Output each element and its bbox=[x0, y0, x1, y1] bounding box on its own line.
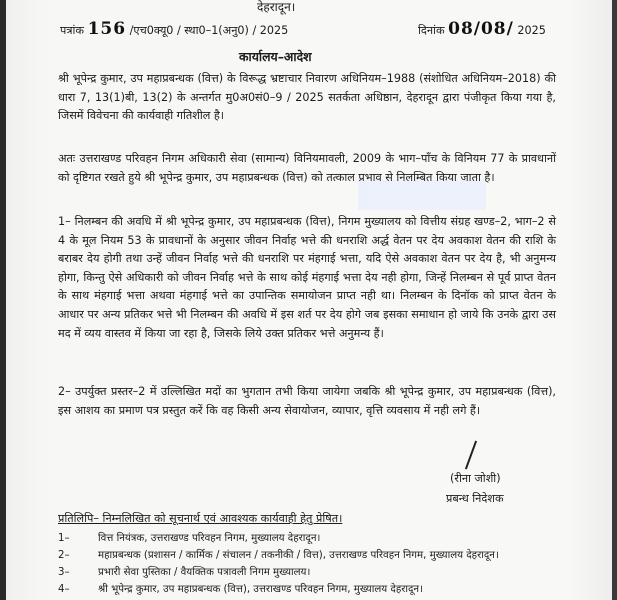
date-label: दिनांक bbox=[418, 24, 445, 37]
paragraph-intro: श्री भूपेन्द्र कुमार, उप महाप्रबन्धक (वित्त) के विरूद्ध भ्रष्टाचार निवारण अधिनियम–1988 (संशोधित अधिनियम–2018) की धारा 7, 13(1)बी, 13(2) के अन्तर्गत मु0अ0सं0–9 / 2025 सतर्कता अधिष्ठान, देहरादून द्वारा पंजीकृत किया गया है, जिसमें विवेचना की कार्यवाही गतिशील है। bbox=[58, 72, 556, 123]
page-left-edge bbox=[0, 0, 6, 600]
signatory-designation: प्रबन्ध निदेशक bbox=[446, 492, 504, 505]
signatory-name: (रीना जोशी) bbox=[450, 472, 501, 485]
copy-to-label: प्रतिलिपि– bbox=[58, 512, 99, 525]
copy-to-item: 4– श्री भूपेन्द्र कुमार, उप महाप्रबन्धक (वित्त), उत्तराखण्ड परिवहन निगम, मुख्यालय देहरादून। bbox=[58, 584, 423, 595]
signature-mark bbox=[465, 441, 477, 470]
paragraph-allowance: 1– निलम्बन की अवधि में श्री भूपेन्द्र कुमार, उप महाप्रबन्धक (वित्त), निगम मुख्यालय को वित्तीय संग्रह खण्ड–2, भाग–2 से 4 के मूल नियम 53 के प्रावधानों के अनुसार जीवन निर्वाह भत्ते की धनराशि अर्द्ध वेतन पर देय अवकाश वेतन की राशि के बराबर देय होगी तथा उन्हें जीवन निर्वाह भत्ते की धनराशि पर मंहगाई भत्ता, यदि ऐसे अवकाश वेतन पर देय है, भी अनुमन्य होगा, किन्तु ऐसे अधिकारी को जीवन निर्वाह भत्ते के साथ कोई मंहगाई भत्ता देय नही होगा, जिन्हें निलम्बन से पूर्व प्राप्त वेतन के साथ मंहगाई भत्ता अथवा मंहगाई भत्ते का उपान्तिक समायोजन प्राप्त नही था। निलम्बन के दिनॉक को प्राप्त वेतन के आधार पर अन्य प्रतिकर भत्ते भी निलम्बन की अवधि में इस शर्त पर देय होगे जब इसका समाधान हो जाये कि उनके द्वारा उस मद में व्यय वास्तव में किया जा रहा है, जिसके लिये उक्त प्रतिकर भत्ते अनुमन्य हैं। bbox=[58, 215, 556, 340]
copy-to-heading-text: निम्नलिखित को सूचनार्थ एवं आवश्यक कार्यवाही हेतु प्रेषित। bbox=[98, 512, 343, 525]
page-right-edge bbox=[612, 0, 617, 600]
header-city: देहरादून। bbox=[257, 0, 296, 14]
ref-suffix: /एच0क्यू0 / स्था0–1(अनु0) / 2025 bbox=[129, 24, 289, 37]
paragraph-condition: 2– उपर्युक्त प्रस्तर–2 में उल्लिखित मदों का भुगतान तभी किया जायेगा जबकि श्री भूपेन्द्र कुमार, उप महाप्रबन्धक (वित्त), इस आशय का प्रमाण पत्र प्रस्तुत करें कि वह किसी अन्य सेवायोजन, व्यापार, वृत्ति व्यवसाय में नही लगे हैं। bbox=[58, 385, 556, 417]
document-title: कार्यालय–आदेश bbox=[239, 49, 312, 64]
date-year: 2025 bbox=[517, 24, 546, 37]
date-handwritten: 08/08/ bbox=[448, 19, 514, 39]
copy-to-item: 2– महाप्रबन्धक (प्रशासन / कार्मिक / संचालन / तकनीकी / वित्त), उत्तराखण्ड परिवहन निगम, मुख्यालय देहरादून। bbox=[58, 550, 499, 561]
paragraph-suspension: अतः उत्तराखण्ड परिवहन निगम अधिकारी सेवा (सामान्य) विनियमावली, 2009 के भाग–पाँच के विनियम 77 के प्रावधानों को दृष्टिगत रखते हुये श्री भूपेन्द्र कुमार, उप महाप्रबन्धक (वित्त) को तत्काल प्रभाव से निलम्बित किया जाता है। bbox=[58, 152, 556, 184]
copy-to-heading bbox=[58, 512, 342, 526]
copy-to-item: 1– वित्त नियंत्रक, उत्तराखण्ड परिवहन निगम, मुख्यालय देहरादून। bbox=[58, 533, 321, 544]
ref-number-handwritten: 156 bbox=[87, 19, 127, 39]
copy-to-item: 3– प्रभारी सेवा पुस्तिका / वैयक्तिक पत्रावली निगम मुख्यालय। bbox=[58, 567, 311, 578]
order-date bbox=[418, 19, 546, 39]
reference-number bbox=[60, 19, 289, 39]
ref-prefix: पत्रांक bbox=[60, 24, 85, 37]
